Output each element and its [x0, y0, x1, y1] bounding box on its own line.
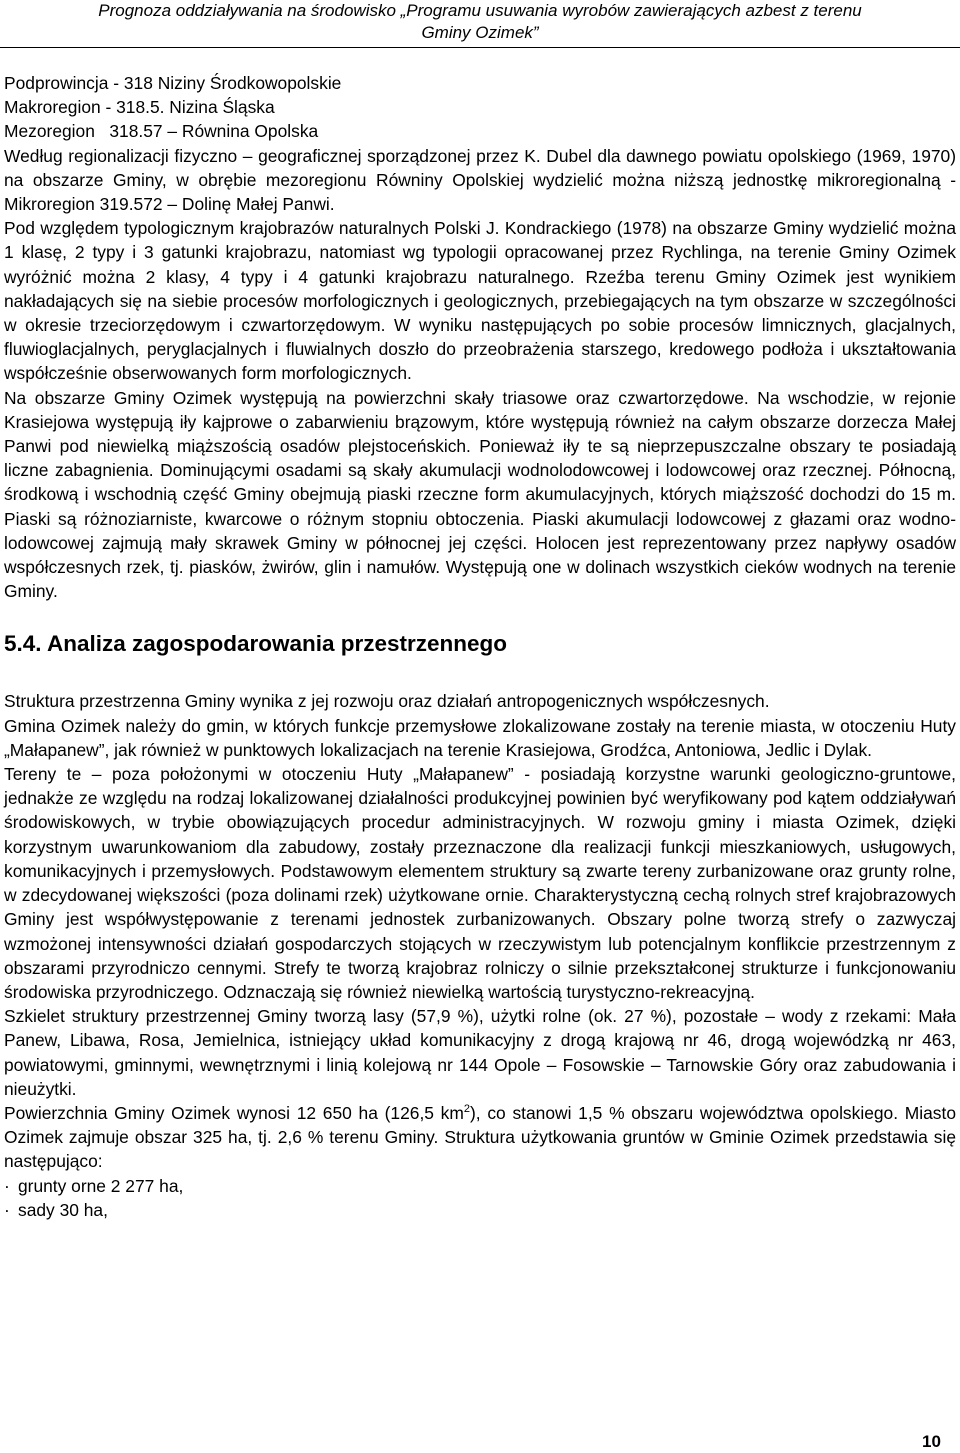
paragraph-structure-skeleton: Szkielet struktury przestrzennej Gminy tworzą lasy (57,9 %), użytki rolne (ok. 27 %), pozostałe – wody z rzekami: Mała Panew, Libawa, Rosa, Jemielnica, istniejący układ komunikacyjny z drogą krajową nr 46, drogą wojewódzką nr 463, powiatowymi, gminnymi, wewnętrznymi i linią kolejową nr 144 Opole – Fosowskie – Tarnowskie Góry oraz zabudowania i nieużytki. [4, 1006, 956, 1099]
list-item-text: grunty orne 2 277 ha, [18, 1175, 184, 1196]
paragraph-development-areas: Tereny te – poza położonymi w otoczeniu Huty „Małapanew” - posiadają korzystne warunki geologiczno-gruntowe, jednakże ze względu na rodzaj lokalizowanej działalności produkcyjnej powinien być weryfikowany pod kątem oddziaływań środowiskowych, w trybie obowiązujących procedur administracyjnych. W rozwoju gminy i miasta Ozimek, dzięki korzystnym uwarunkowaniom dla zabudowy, zostały przeznaczone dla realizacji funkcji mieszkaniowych, usługowych, komunikacyjnych i przemysłowych. Podstawowym elementem struktury są zwarte tereny zurbanizowane oraz grunty rolne, w zdecydowanej większości (poza dolinami rzek) użytkowane ornie. Charakterystyczną cechą rolnych stref krajobrazowych Gminy jest współwystępowanie z terenami jednostek zurbanizowanych. Obszary polne tworzą strefy o zazwyczaj wzmożonej intensywności działań gospodarczych stojących w rzeczywistym lub potencjalnym konflikcie przestrzennym z obszarami przyrodniczo cennymi. Strefy te tworzą krajobraz rolniczy o silnie przekształconej strukturze i funkcjonowaniu środowiska przyrodniczego. Odznaczają się również niewielką wartością turystyczno-rekreacyjną. [4, 764, 956, 1002]
bullet-mark: · [4, 1199, 10, 1220]
bullet-mark: · [4, 1175, 10, 1196]
area-text-after: ), co stanowi 1,5 % obszaru województwa opolskiego. Miasto Ozimek zajmuje obszar 325 ha, tj. 2,6 % terenu Gminy. Struktura użytkowania gruntów w Gminie Ozimek przedstawia się następująco: [4, 1102, 956, 1172]
page-number: 10 [922, 1432, 941, 1451]
section-heading: 5.4. Analiza zagospodarowania przestrzennego [4, 631, 508, 657]
paragraph-geology: Na obszarze Gminy Ozimek występują na powierzchni skały triasowe oraz czwartorzędowe. Na wschodzie, w rejonie Krasiejowa występują iły kajprowe o zabarwieniu brązowym, które występują również na całym obszarze dorzecza Małej Panwi pod niewielką miąższością osadów plejstoceńskich. Ponieważ iły te są nieprzepuszczalne obszary te posiadają liczne zabagnienia. Dominującymi osadami są skały akumulacji wodnolodowcowej i lodowcowej oraz rzecznej. Północną, środkową i wschodnią część Gminy obejmują piaski rzeczne form akumulacyjnych, których miąższość dochodzi do 15 m. Piaski są różnoziarniste, kwarcowe o różnym stopniu obtoczenia. Piaski akumulacji lodowcowej z głazami oraz wodno-lodowcowej zajmują mały skrawek Gminy w północnej jej części. Holocen jest reprezentowany przez napływy osadów współczesnych rzek, tj. piasków, żwirów, glin i namułów. Występują one w dolinach wszystkich cieków wodnych na terenie Gminy. [4, 387, 956, 602]
list-item-text: sady 30 ha, [18, 1199, 108, 1220]
region-mesoregion: Mezoregion 318.57 – Równina Opolska [4, 121, 319, 142]
paragraph-regionalization: Według regionalizacji fizyczno – geograficznej sporządzonej przez K. Dubel dla dawnego powiatu opolskiego (1969, 1970) na obszarze Gminy, w obrębie mezoregionu Równiny Opolskiej wydzielić można niższą jednostkę mikroregionalną - Mikroregion 319.572 – Dolinę Małej Panwi. [4, 145, 956, 215]
document-body [4, 71, 956, 1222]
paragraph-area [4, 1101, 956, 1174]
list-item [4, 1198, 956, 1222]
region-macroregion: Makroregion - 318.5. Nizina Śląska [4, 97, 275, 118]
area-superscript: 2 [463, 1103, 470, 1116]
paragraph-spatial-structure: Struktura przestrzenna Gminy wynika z jej rozwoju oraz działań antropogenicznych współczesnych. [4, 691, 770, 712]
paragraph-industrial-functions: Gmina Ozimek należy do gmin, w których funkcje przemysłowe zlokalizowane zostały na terenie miasta, w otoczeniu Huty „Małapanew”, jak również w punktowych lokalizacjach na terenie Krasiejowa, Grodźca, Antoniowa, Jedlic i Dylak. [4, 715, 956, 760]
header-divider [0, 47, 960, 48]
list-item [4, 1174, 956, 1198]
paragraph-landscape-typology: Pod względem typologicznym krajobrazów naturalnych Polski J. Kondrackiego (1978) na obszarze Gminy wydzielić można 1 klasę, 2 typy i 3 gatunki krajobrazu, natomiast wg typologii opracowanej przez Rychlinga, na terenie Gminy Ozimek wyróżnić można 2 klasy, 4 typy i 4 gatunki krajobrazu naturalnego. Rzeźba terenu Gminy Ozimek jest wynikiem nakładających się na siebie procesów morfologicznych i geologicznych, przebiegających na tym obszarze w szczególności w okresie trzeciorzędowym i czwartorzędowym. W wyniku następujących po sobie procesów limnicznych, glacjalnych, fluwioglacjalnych, peryglacjalnych i fluwialnych doszło do przeobrażenia starszego, kredowego podłoża i ukształtowania współcześnie obserwowanych form morfologicznych. [4, 218, 956, 384]
area-text-before: Powierzchnia Gminy Ozimek wynosi 12 650 ha (126,5 km [4, 1102, 464, 1123]
running-header-line-1: Prognoza oddziaływania na środowisko „Programu usuwania wyrobów zawierających azbest z terenu [98, 1, 862, 20]
region-subprovince: Podprowincja - 318 Niziny Środkowopolskie [4, 73, 342, 93]
running-header-line-2: Gminy Ozimek” [421, 23, 539, 42]
running-header [0, 0, 960, 44]
